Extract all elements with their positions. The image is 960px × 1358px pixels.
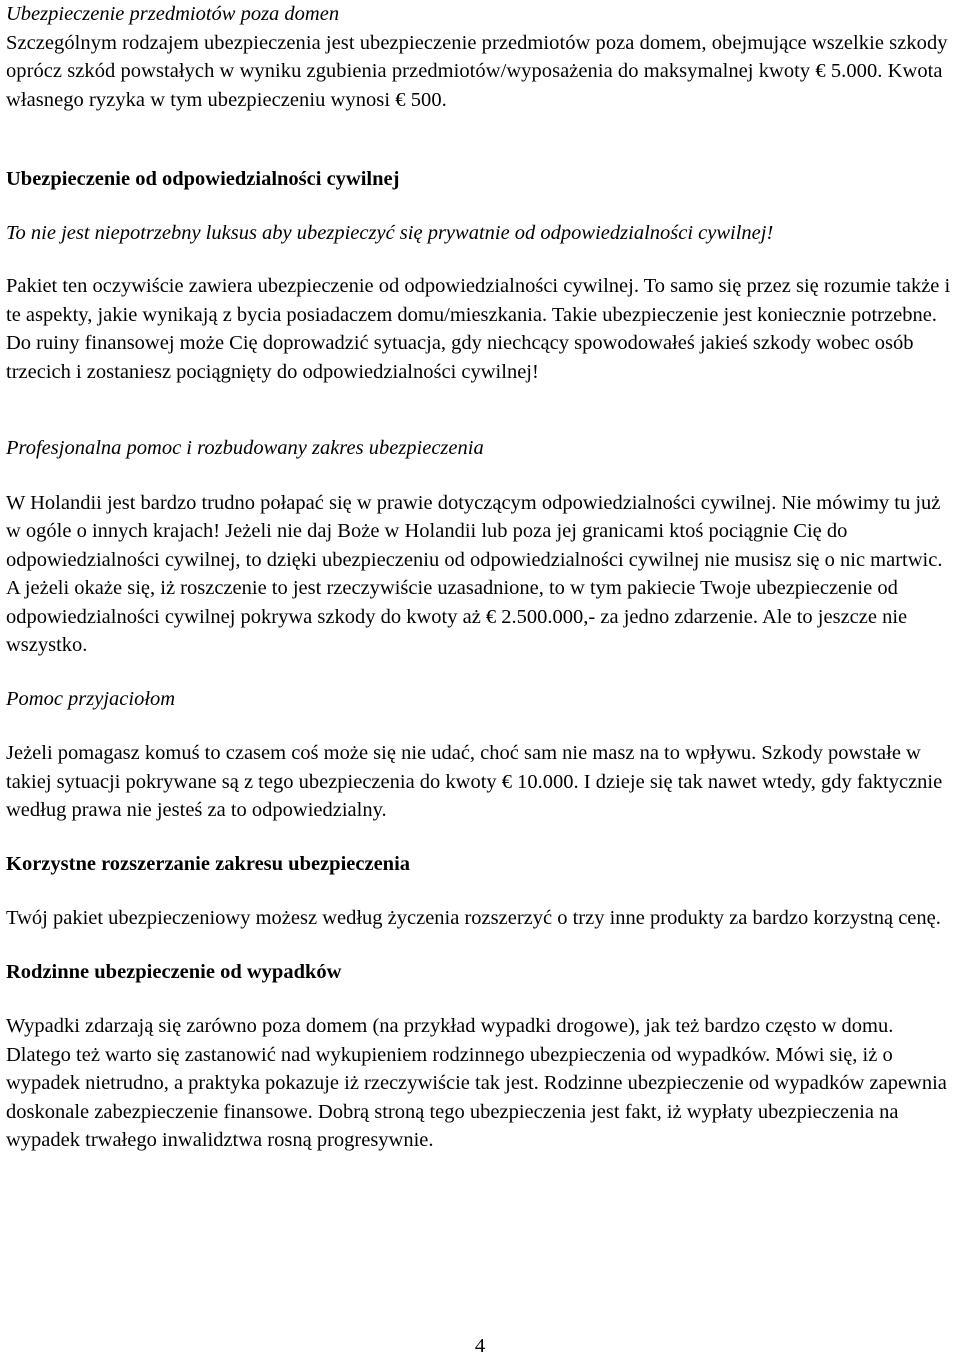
paragraph-family-accident: Wypadki zdarzają się zarówno poza domem (na przykład wypadki drogowe), jak też bardzo często w domu. Dlatego też warto się zastanowić nad wykupieniem rodzinnego ubezpieczenia od wypadków. Mówi się, iż o wypadek nietrudno, a praktyka pokazuje iż rzeczywiście tak jest. Rodzinne ubezpieczenie od wypadków zapewnia doskonale zabezpieczenie finansowe. Dobrą stroną tego ubezpieczenia jest fakt, iż wypłaty ubezpieczenia na wypadek trwałego inwalidztwa rosną progresywnie. <box>6 1015 947 1151</box>
section-heading-family-accident: Rodzinne ubezpieczenie od wypadków <box>6 960 342 983</box>
section-heading-professional-help: Profesjonalna pomoc i rozbudowany zakres ubezpieczenia <box>6 437 484 459</box>
liability-intro: To nie jest niepotrzebny luksus aby ubezpieczyć się prywatnie od odpowiedzialności cywilnej! <box>6 221 774 244</box>
paragraph-extension: Twój pakiet ubezpieczeniowy możesz według życzenia rozszerzyć o trzy inne produkty za bardzo korzystną cenę. <box>6 907 941 929</box>
document-page <box>6 0 956 1155</box>
paragraph-help-friends: Jeżeli pomagasz komuś to czasem coś może się nie udać, choć sam nie masz na to wpływu. Szkody powstałe w takiej sytuacji pokrywane są z tego ubezpieczenia do kwoty € 10.000. I dzieje się tak nawet wtedy, gdy faktycznie według prawa nie jesteś za to odpowiedzialny. <box>6 742 943 821</box>
section-heading-extension: Korzystne rozszerzanie zakresu ubezpieczenia <box>6 852 411 875</box>
page-number: 4 <box>474 1335 486 1357</box>
paragraph-items-outside-home: Szczególnym rodzajem ubezpieczenia jest ubezpieczenie przedmiotów poza domem, obejmujące wszelkie szkody oprócz szkód powstałych w wyniku zgubienia przedmiotów/wyposażenia do maksymalnej kwoty € 5.000. Kwota własnego ryzyka w tym ubezpieczeniu wynosi € 500. <box>6 31 948 111</box>
paragraph-liability: Pakiet ten oczywiście zawiera ubezpieczenie od odpowiedzialności cywilnej. To samo się przez się rozumie także i te aspekty, jakie wynikają z bycia posiadaczem domu/mieszkania. Takie ubezpieczenie jest koniecznie potrzebne. Do ruiny finansowej może Cię doprowadzić sytuacja, gdy niechcący spowodowałeś jakieś szkody wobec osób trzecich i zostaniesz pociągnięty do odpowiedzialności cywilnej! <box>6 275 951 383</box>
section-heading-help-friends: Pomoc przyjaciołom <box>6 687 176 710</box>
paragraph-professional-help: W Holandii jest bardzo trudno połapać się w prawie dotyczącym odpowiedzialności cywilnej. Nie mówimy tu już w ogóle o innych krajach! Jeżeli nie daj Boże w Holandii lub poza jej granicami ktoś pociągnie Cię do odpowiedzialności cywilnej, to dzięki ubezpieczeniu od odpowiedzialności cywilnej nie musisz się o nic martwic. A jeżeli okaże się, iż roszczenie to jest rzeczywiście uzasadnione, to w tym pakiecie Twoje ubezpieczenie od odpowiedzialności cywilnej pokrywa szkody do kwoty aż € 2.500.000,- za jedno zdarzenie. Ale to jeszcze nie wszystko. <box>6 491 943 656</box>
section-heading-items-outside-home: Ubezpieczenie przedmiotów poza domen <box>6 3 340 25</box>
section-heading-liability: Ubezpieczenie od odpowiedzialności cywilnej <box>6 168 400 190</box>
